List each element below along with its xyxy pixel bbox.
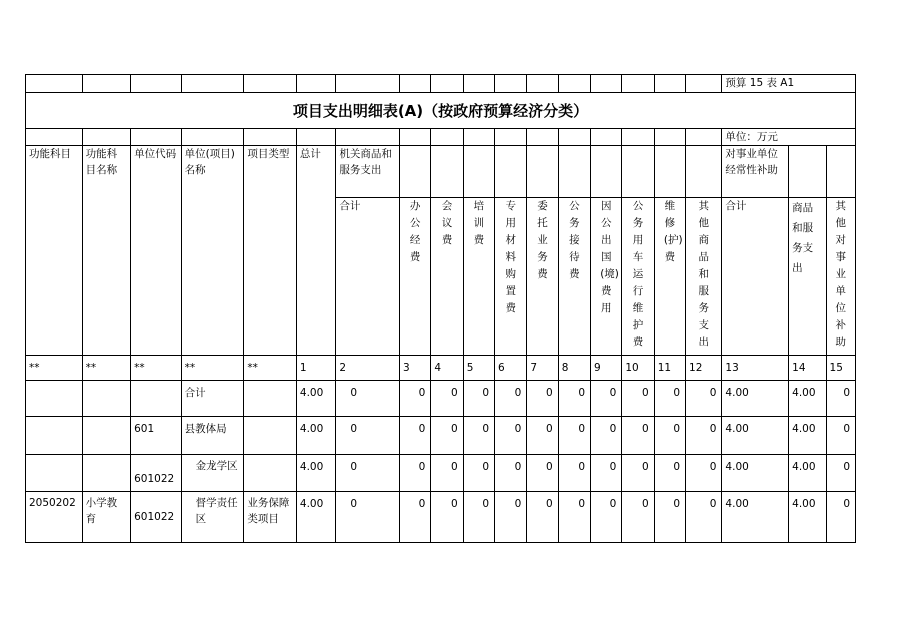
cell-value: 0 [622,455,654,492]
index-cell: 12 [686,356,722,381]
subheader-a-3 [463,198,494,356]
cell-value: 0 [495,455,527,492]
header-unit-name: 单位(项目)名称 [181,146,244,356]
cell-value: 0 [527,381,558,417]
cell-value: 0 [463,455,494,492]
cell-value: 0 [826,492,855,543]
cell-value: 4.00 [722,381,789,417]
index-cell: ** [181,356,244,381]
subheader-b-label: 其他对事业单位补助 [835,200,847,348]
table-row [26,492,856,543]
cell-value: 0 [400,381,431,417]
subheader-a-label: 培训费 [473,200,485,246]
index-cell: 1 [296,356,335,381]
cell-value: 0 [431,417,463,455]
subheader-a-label: 专用材料购置费 [505,200,516,314]
unit-row [26,129,856,146]
cell-unit-name: 督学责任区 [181,492,244,543]
cell-value: 0 [826,381,855,417]
unit-label: 单位：万元 [722,129,856,146]
subheader-a-9 [654,198,685,356]
table-label: 预算 15 表 A1 [722,75,856,93]
cell-value: 0 [654,381,685,417]
cell-value: 4.00 [789,455,826,492]
cell-value: 0 [686,381,722,417]
cell-value: 0 [527,492,558,543]
cell-func-name: 小学教育 [82,492,131,543]
cell-proj-type [244,417,297,455]
index-cell: 6 [495,356,527,381]
cell-proj-type [244,381,297,417]
table-row [26,417,856,455]
cell-value: 0 [558,417,590,455]
cell-value: 0 [495,417,527,455]
cell-func-name [82,455,131,492]
cell-value: 0 [527,417,558,455]
subheader-a-4 [495,198,527,356]
header-group-b: 对事业单位经常性补助 [722,146,789,198]
cell-value: 0 [336,381,400,417]
cell-value: 0 [591,417,622,455]
cell-value: 4.00 [722,492,789,543]
index-cell: 7 [527,356,558,381]
cell-value: 4.00 [296,381,335,417]
cell-value: 0 [654,492,685,543]
cell-func-name [82,417,131,455]
cell-unit-code: 601022 [131,492,182,543]
cell-value: 4.00 [789,417,826,455]
cell-value: 0 [463,492,494,543]
cell-func-code: 2050202 [26,492,83,543]
header-project-type: 项目类型 [244,146,297,356]
header-row-1 [26,146,856,198]
index-cell: 14 [789,356,826,381]
cell-value: 0 [527,455,558,492]
table-row [26,455,856,492]
cell-func-code [26,417,83,455]
cell-value: 4.00 [722,455,789,492]
header-func-code: 功能科目 [26,146,83,356]
subheader-b-1: 商品和服务支出 [789,198,826,356]
cell-value: 0 [463,417,494,455]
cell-value: 0 [591,381,622,417]
index-cell: 3 [400,356,431,381]
subheader-a-label: 会议费 [441,200,453,246]
subheader-a-label: 委托业务费 [537,200,548,280]
cell-unit-code: 601 [131,417,182,455]
cell-value: 0 [336,492,400,543]
cell-value: 0 [654,417,685,455]
cell-value: 0 [826,417,855,455]
cell-value: 0 [336,417,400,455]
cell-value: 4.00 [296,417,335,455]
index-cell: ** [26,356,83,381]
title-row [26,93,856,129]
subheader-a-2 [431,198,463,356]
index-cell: 11 [654,356,685,381]
cell-value: 0 [400,455,431,492]
index-cell: 15 [826,356,855,381]
subheader-a-7 [591,198,622,356]
header-unit-code: 单位代码 [131,146,182,356]
cell-value: 0 [622,492,654,543]
subheader-a-8 [622,198,654,356]
cell-value: 0 [431,492,463,543]
cell-value: 0 [558,455,590,492]
cell-value: 4.00 [789,492,826,543]
index-cell: ** [131,356,182,381]
cell-func-code [26,381,83,417]
cell-value: 0 [336,455,400,492]
cell-value: 0 [686,455,722,492]
cell-unit-name: 合计 [181,381,244,417]
index-cell: 13 [722,356,789,381]
index-cell: ** [244,356,297,381]
cell-value: 4.00 [296,492,335,543]
subheader-a-6 [558,198,590,356]
cell-proj-type [244,455,297,492]
index-cell: 10 [622,356,654,381]
subheader-a-5 [527,198,558,356]
index-cell: 9 [591,356,622,381]
header-total: 总计 [296,146,335,356]
cell-value: 0 [431,381,463,417]
cell-value: 0 [826,455,855,492]
index-cell: 2 [336,356,400,381]
cell-value: 0 [558,492,590,543]
cell-unit-name: 金龙学区 [181,455,244,492]
subheader-a-label: 因公出国(境)费用 [600,200,619,314]
cell-value: 0 [622,417,654,455]
header-func-name: 功能科目名称 [82,146,131,356]
cell-func-code [26,455,83,492]
index-cell: 5 [463,356,494,381]
cell-value: 0 [400,417,431,455]
subheader-a-label: 维修(护)费 [663,200,683,263]
cell-value: 0 [463,381,494,417]
index-row [26,356,856,381]
cell-value: 0 [686,492,722,543]
cell-value: 0 [654,455,685,492]
subheader-a-label: 公务接待费 [569,200,580,280]
subheader-a-10 [686,198,722,356]
project-expenditure-table [25,74,856,543]
cell-value: 0 [495,492,527,543]
table-row [26,381,856,417]
cell-proj-type: 业务保障类项目 [244,492,297,543]
subheader-a-label: 办公经费 [409,200,421,263]
cell-value: 0 [622,381,654,417]
index-cell: 8 [558,356,590,381]
subheader-b-0: 合计 [722,198,789,356]
cell-value: 0 [686,417,722,455]
label-row [26,75,856,93]
cell-value: 0 [591,492,622,543]
table-title: 项目支出明细表(A)（按政府预算经济分类） [26,93,856,129]
cell-value: 0 [591,455,622,492]
subheader-a-0: 合计 [336,198,400,356]
cell-unit-name: 县教体局 [181,417,244,455]
cell-value: 4.00 [296,455,335,492]
cell-unit-code [131,381,182,417]
header-group-a: 机关商品和服务支出 [336,146,400,198]
subheader-a-1 [400,198,431,356]
cell-value: 0 [431,455,463,492]
index-cell: 4 [431,356,463,381]
subheader-a-label: 其他商品和服务支出 [698,200,709,348]
cell-unit-code: 601022 [131,455,182,492]
subheader-a-label: 公务用车运行维护费 [632,200,644,348]
subheader-b-2 [826,198,855,356]
cell-value: 4.00 [789,381,826,417]
cell-value: 0 [400,492,431,543]
cell-value: 0 [495,381,527,417]
index-cell: ** [82,356,131,381]
cell-value: 0 [558,381,590,417]
cell-func-name [82,381,131,417]
cell-value: 4.00 [722,417,789,455]
